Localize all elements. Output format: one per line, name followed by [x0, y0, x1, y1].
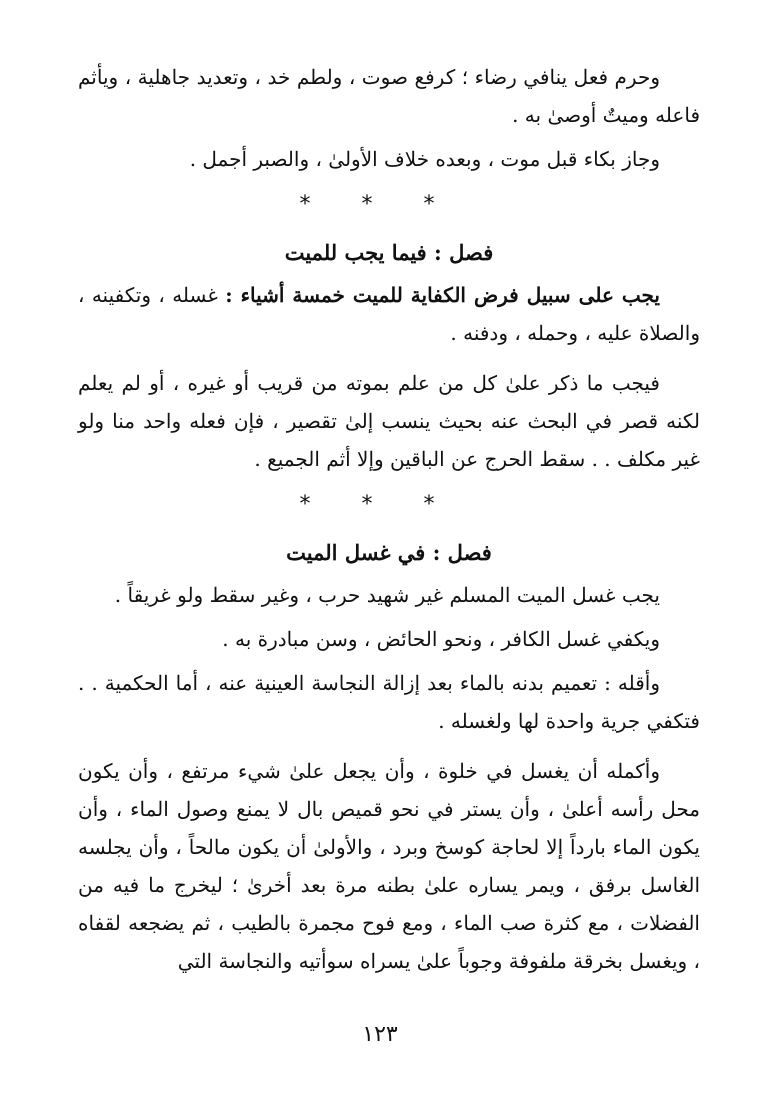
paragraph: وجاز بكاء قبل موت ، وبعده خلاف الأولىٰ ، والصبر أجمل .: [189, 147, 660, 171]
paragraph: وأكمله أن يغسل في خلوة ، وأن يجعل علىٰ شيء مرتفع ، وأن يكون محل رأسه أعلىٰ ، وأن يستر في نحو قميص بال لا يمنع وصول الماء ، وأن يكون الماء بارداً إلا لحاجة كوسخ وبرد ، والأولىٰ أن يكون مالحاً ، وأن يجلسه الغاسل برفق ، ويمر يساره علىٰ بطنه مرة بعد أخرىٰ ؛ ليخرج ما فيه من الفضلات ، مع كثرة صب الماء ، ومع فوح مجمرة بالطيب ، ثم يضجعه لقفاه ، ويغسل بخرقة ملفوفة وجوباً علىٰ يسراه سوأتيه والنجاسة التي: [78, 759, 700, 973]
paragraph: وحرم فعل ينافي رضاء ؛ كرفع صوت ، ولطم خد ، وتعديد جاهلية ، ويأثم فاعله وميتٌ أوصىٰ به .: [78, 65, 700, 127]
section-heading: فصل : فيما يجب للميت: [284, 240, 494, 265]
section-heading: فصل : في غسل الميت: [286, 540, 492, 565]
paragraph: ويكفي غسل الكافر ، ونحو الحائض ، وسن مبادرة به .: [222, 627, 660, 651]
paragraph-text: غسله ، وتكفينه ، والصلاة عليه ، وحمله ، ودفنه .: [78, 283, 700, 345]
paragraph: يجب غسل الميت المسلم غير شهيد حرب ، وغير سقط ولو غريقاً .: [114, 583, 660, 607]
section-divider: * * *: [299, 192, 457, 217]
section-divider: * * *: [299, 492, 457, 517]
page-body: [78, 58, 700, 980]
paragraph: فيجب ما ذكر علىٰ كل من علم بموته من قريب أو غيره ، أو لم يعلم لكنه قصر في البحث عنه بحيث ينسب إلىٰ تقصير ، فإن فعله واحد منا ولو غير مكلف . . سقط الحرج عن الباقين وإلا أثم الجميع .: [78, 371, 700, 471]
page-number: ١٢٣: [362, 1022, 398, 1047]
paragraph: وأقله : تعميم بدنه بالماء بعد إزالة النجاسة العينية عنه ، أما الحكمية . . فتكفي جرية واحدة لها ولغسله .: [78, 671, 700, 733]
paragraph: [78, 276, 700, 352]
paragraph-lead: يجب على سبيل فرض الكفاية للميت خمسة أشياء :: [225, 283, 660, 307]
